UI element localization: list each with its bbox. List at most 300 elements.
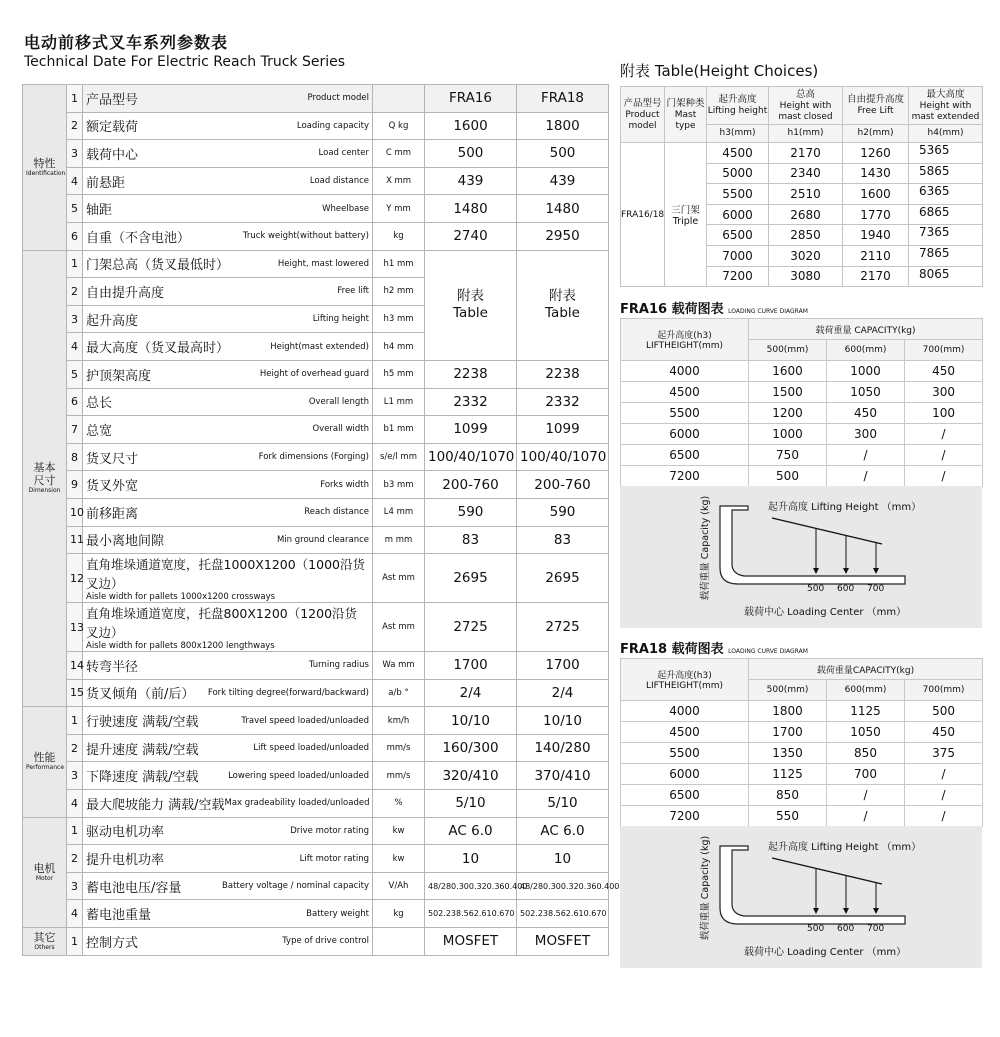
spec-row — [23, 222, 609, 250]
row-unit: % — [373, 790, 425, 818]
row-label — [83, 498, 373, 526]
value-fra18: AC 6.0 — [517, 817, 609, 845]
height-cell: 3080 — [769, 266, 843, 287]
load-row — [621, 466, 983, 487]
load-cell: / — [905, 445, 983, 466]
load-cell: 850 — [749, 785, 827, 806]
row-number: 3 — [67, 762, 83, 790]
value-fra16: 439 — [425, 167, 517, 195]
row-label — [83, 900, 373, 928]
group-label-cn: 性能 — [33, 751, 56, 765]
height-header-cell — [769, 87, 843, 125]
label-cn: 最大爬坡能力 满载/空载 — [86, 797, 225, 813]
height-cell: 2510 — [769, 184, 843, 205]
load-cell: 450 — [905, 361, 983, 382]
load-col-header: 700(mm) — [905, 340, 983, 361]
load-cell: 450 — [905, 722, 983, 743]
row-number: 14 — [67, 652, 83, 680]
header-cn: 自由提升高度 — [846, 94, 904, 105]
load-cell: 1700 — [749, 722, 827, 743]
row-number: 1 — [67, 250, 83, 278]
row-unit: s/e/l mm — [373, 443, 425, 471]
center-tick-label: 600 — [837, 584, 855, 594]
spec-row — [23, 140, 609, 168]
row-unit: Wa mm — [373, 652, 425, 680]
group-label-en: Others — [34, 943, 55, 951]
load-row — [621, 445, 983, 466]
label-cn: 护顶架高度 — [86, 368, 152, 384]
center-tick-label: 700 — [867, 924, 885, 934]
load-cell: 375 — [905, 743, 983, 764]
load-curve-line — [772, 518, 882, 544]
arrow-head-1 — [813, 908, 819, 914]
value-fra16: 2740 — [425, 222, 517, 250]
load-cell: 500 — [905, 701, 983, 722]
label-cn: 货叉尺寸 — [86, 451, 139, 467]
header-en: Lifting height — [707, 106, 768, 116]
label-en: Free lift — [337, 286, 369, 297]
height-cell: 1940 — [843, 225, 909, 246]
load-row — [621, 764, 983, 785]
value-fra18: 2/4 — [517, 679, 609, 707]
load-cell: 1050 — [827, 382, 905, 403]
height-cell: 6365 — [909, 184, 983, 205]
label-cn: 直角堆垛通道宽度，托盘1000X1200（1000沿货叉边） — [86, 557, 365, 592]
load-cell: 300 — [827, 424, 905, 445]
value-fra18: 2332 — [517, 388, 609, 416]
value-fra18: 439 — [517, 167, 609, 195]
row-number: 9 — [67, 471, 83, 499]
label-cn: 最大高度（货叉最高时） — [86, 341, 230, 357]
load-cell: 6500 — [621, 445, 749, 466]
load-cell: / — [905, 806, 983, 827]
label-cn: 蓄电池重量 — [86, 908, 152, 924]
group-others — [23, 928, 67, 956]
load-col-header: 500(mm) — [749, 680, 827, 701]
load-cell: 1600 — [749, 361, 827, 382]
height-cell: 6500 — [707, 225, 769, 246]
height-row — [621, 143, 983, 164]
row-unit: Q kg — [373, 112, 425, 140]
row-number: 4 — [67, 167, 83, 195]
load-cell: 6000 — [621, 764, 749, 785]
spec-row — [23, 250, 609, 278]
label-en: Travel speed loaded/unloaded — [241, 715, 369, 726]
value-fra16: MOSFET — [425, 928, 517, 956]
spec-row — [23, 845, 609, 873]
load-cell: / — [827, 466, 905, 487]
load-cell: 7200 — [621, 466, 749, 487]
mast-en: Triple — [672, 216, 699, 228]
value-fra16: 160/300 — [425, 734, 517, 762]
load-cell: 5500 — [621, 403, 749, 424]
height-cell: 1770 — [843, 204, 909, 225]
label-cn: 最小离地间隙 — [86, 534, 165, 550]
height-cell: 5500 — [707, 184, 769, 205]
row-number: 8 — [67, 443, 83, 471]
label-en: Load center — [318, 148, 369, 159]
row-label — [83, 762, 373, 790]
header-cn: 门架种类 — [666, 97, 705, 109]
load-cell: 1500 — [749, 382, 827, 403]
row-label — [83, 85, 373, 113]
row-label — [83, 734, 373, 762]
arrow-head-1 — [813, 568, 819, 574]
label-cn: 轴距 — [86, 203, 113, 219]
label-cn: 下降速度 满载/空载 — [86, 770, 199, 786]
header-cn: 最大高度 — [926, 88, 965, 100]
row-number: 3 — [67, 305, 83, 333]
center-tick-label: 500 — [807, 584, 825, 594]
load-cell: 1200 — [749, 403, 827, 424]
load-cell: 1000 — [749, 424, 827, 445]
label-cn: 自重（不含电池） — [86, 230, 191, 246]
row-label — [83, 360, 373, 388]
row-unit: kg — [373, 222, 425, 250]
fra16-title: FRA16 载荷图表 LOADING CURVE DIAGRAM — [620, 302, 808, 317]
lift-height-header — [621, 659, 749, 701]
value-fra18: 2950 — [517, 222, 609, 250]
label-cn: 总宽 — [86, 423, 113, 439]
label-cn: 载荷中心 — [86, 147, 139, 163]
value-fra16: 附表 Table — [425, 250, 517, 360]
row-unit: h4 mm — [373, 333, 425, 361]
spec-row — [23, 443, 609, 471]
label-en: Product model — [307, 93, 369, 104]
row-number: 4 — [67, 333, 83, 361]
value-fra16: 1480 — [425, 195, 517, 223]
group-dimension — [23, 250, 67, 707]
height-cell: 7200 — [707, 266, 769, 287]
row-label — [83, 388, 373, 416]
height-header-row — [621, 87, 983, 125]
label-cn: 转弯半径 — [86, 659, 139, 675]
row-label — [83, 554, 373, 603]
value-fra16: 1600 — [425, 112, 517, 140]
row-number: 6 — [67, 388, 83, 416]
center-tick-label: 600 — [837, 924, 855, 934]
center-tick-label: 500 — [807, 924, 825, 934]
load-cell: 6500 — [621, 785, 749, 806]
row-number: 3 — [67, 872, 83, 900]
header-cn: 总高 — [795, 88, 815, 100]
value-fra16: 100/40/1070 — [425, 443, 517, 471]
arrow-head-2 — [843, 568, 849, 574]
row-unit: Ast mm — [373, 603, 425, 652]
row-number: 1 — [67, 85, 83, 113]
height-choices-table — [620, 86, 983, 287]
height-cell: 2170 — [769, 143, 843, 164]
header-cn: 产品型号 — [623, 97, 662, 109]
row-label — [83, 679, 373, 707]
value-fra16: 10/10 — [425, 707, 517, 735]
value-fra18: 2725 — [517, 603, 609, 652]
value-fra18: 100/40/1070 — [517, 443, 609, 471]
spec-row — [23, 652, 609, 680]
value-fra18: 1800 — [517, 112, 609, 140]
load-col-header: 600(mm) — [827, 340, 905, 361]
spec-row — [23, 85, 609, 113]
group-label-en: Identification — [26, 169, 66, 177]
load-cell: 6000 — [621, 424, 749, 445]
value-fra16: 2238 — [425, 360, 517, 388]
row-number: 5 — [67, 195, 83, 223]
load-header-row — [621, 319, 983, 340]
row-unit: b1 mm — [373, 416, 425, 444]
label-en: Height, mast lowered — [277, 258, 369, 269]
row-number: 7 — [67, 416, 83, 444]
load-cell: / — [827, 785, 905, 806]
value-fra18: 83 — [517, 526, 609, 554]
row-number: 13 — [67, 603, 83, 652]
group-label-en: Motor — [35, 874, 54, 882]
row-unit: kw — [373, 845, 425, 873]
load-cell: 1350 — [749, 743, 827, 764]
group-label-en: Dimension — [28, 487, 61, 495]
row-unit: m mm — [373, 526, 425, 554]
group-label-cn: 基本 尺寸 — [33, 461, 56, 488]
height-choices-title: 附表 Table(Height Choices) — [620, 62, 819, 80]
header-cn: 起升高度 — [718, 94, 757, 105]
spec-row — [23, 498, 609, 526]
row-number: 1 — [67, 928, 83, 956]
row-unit: b3 mm — [373, 471, 425, 499]
label-cn: 前悬距 — [86, 175, 126, 191]
row-number: 4 — [67, 900, 83, 928]
height-cell: 3020 — [769, 245, 843, 266]
value-fra16: 2725 — [425, 603, 517, 652]
height-cell: 7000 — [707, 245, 769, 266]
row-label — [83, 305, 373, 333]
value-fra18: FRA18 — [517, 85, 609, 113]
load-cell: 850 — [827, 743, 905, 764]
row-label — [83, 167, 373, 195]
value-fra18: 502.238.562.610.670 — [517, 900, 609, 928]
label-en: Min ground clearance — [276, 534, 369, 545]
spec-row — [23, 195, 609, 223]
height-cell: 2850 — [769, 225, 843, 246]
row-unit: C mm — [373, 140, 425, 168]
height-cell: 1260 — [843, 143, 909, 164]
row-label — [83, 603, 373, 652]
row-label — [83, 872, 373, 900]
label-en: Fork tilting degree(forward/backward) — [207, 687, 369, 698]
height-header-cell — [909, 87, 983, 125]
load-cell: 700 — [827, 764, 905, 785]
row-unit: h3 mm — [373, 305, 425, 333]
row-number: 2 — [67, 112, 83, 140]
fra16-loading-table — [620, 318, 983, 487]
height-cell: 7365 — [909, 225, 983, 246]
load-row — [621, 424, 983, 445]
value-fra16: 5/10 — [425, 790, 517, 818]
load-cell: 1000 — [827, 361, 905, 382]
mast-type-cell — [665, 143, 707, 287]
row-number: 11 — [67, 526, 83, 554]
spec-row — [23, 388, 609, 416]
spec-row — [23, 790, 609, 818]
label-en: Fork dimensions (Forging) — [258, 452, 369, 463]
value-fra18: 2695 — [517, 554, 609, 603]
row-unit: L1 mm — [373, 388, 425, 416]
load-cell: 4000 — [621, 701, 749, 722]
value-fra18: 10 — [517, 845, 609, 873]
loading-center-label: 载荷中心 Loading Center （mm） — [744, 607, 907, 618]
label-cn: 产品型号 — [86, 92, 139, 108]
row-number: 2 — [67, 278, 83, 306]
height-cell: 1430 — [843, 163, 909, 184]
row-unit: mm/s — [373, 762, 425, 790]
label-en: Lowering speed loaded/unloaded — [228, 770, 369, 781]
lift-height-en: LIFTHEIGHT(mm) — [645, 681, 724, 691]
load-row — [621, 722, 983, 743]
row-unit: a/b ° — [373, 679, 425, 707]
row-label — [83, 707, 373, 735]
label-en: Max gradeability loaded/unloaded — [224, 798, 370, 809]
fra18-title: FRA18 载荷图表 LOADING CURVE DIAGRAM — [620, 642, 808, 657]
label-en: Loading capacity — [296, 120, 369, 131]
label-cn: 直角堆垛通道宽度，托盘800X1200（1200沿货叉边） — [86, 606, 358, 641]
arrow-head-2 — [843, 908, 849, 914]
load-cell: 550 — [749, 806, 827, 827]
row-label — [83, 790, 373, 818]
value-fra16: FRA16 — [425, 85, 517, 113]
row-label — [83, 140, 373, 168]
height-header-cell — [665, 87, 707, 143]
row-unit: L4 mm — [373, 498, 425, 526]
label-en: Lift speed loaded/unloaded — [253, 743, 369, 754]
value-fra18: 5/10 — [517, 790, 609, 818]
row-unit: V/Ah — [373, 872, 425, 900]
value-fra18: 10/10 — [517, 707, 609, 735]
spec-row — [23, 471, 609, 499]
row-label — [83, 845, 373, 873]
lift-height-label: 起升高度 Lifting Height （mm） — [768, 502, 922, 513]
spec-row — [23, 928, 609, 956]
row-number: 15 — [67, 679, 83, 707]
header-en: Free Lift — [857, 106, 894, 116]
label-cn: 前移距离 — [86, 506, 139, 522]
height-cell: 5865 — [909, 163, 983, 184]
value-fra16: 2332 — [425, 388, 517, 416]
row-label — [83, 652, 373, 680]
row-number: 1 — [67, 707, 83, 735]
loading-center-label: 载荷中心 Loading Center （mm） — [744, 947, 907, 958]
group-label-cn: 特性 — [33, 156, 56, 170]
label-en: Truck weight(without battery) — [242, 231, 369, 242]
header-en: Product model — [625, 109, 660, 131]
capacity-header: 载荷重量CAPACITY(kg) — [749, 659, 983, 680]
value-fra18: 590 — [517, 498, 609, 526]
value-fra16: 10 — [425, 845, 517, 873]
value-fra16: 502.238.562.610.670 — [425, 900, 517, 928]
label-cn: 提升速度 满载/空载 — [86, 742, 199, 758]
value-fra18: 1099 — [517, 416, 609, 444]
load-col-header: 500(mm) — [749, 340, 827, 361]
row-unit: h5 mm — [373, 360, 425, 388]
label-en: Forks width — [320, 479, 369, 490]
row-number: 3 — [67, 140, 83, 168]
label-cn: 驱动电机功率 — [86, 825, 165, 841]
spec-row — [23, 872, 609, 900]
label-en: Overall length — [308, 396, 369, 407]
lift-height-label: 起升高度 Lifting Height （mm） — [768, 842, 922, 853]
page-title-cn: 电动前移式叉车系列参数表 — [24, 33, 229, 52]
height-cell: 6865 — [909, 204, 983, 225]
value-fra18: 1480 — [517, 195, 609, 223]
label-cn: 货叉倾角（前/后） — [86, 687, 195, 703]
row-unit: km/h — [373, 707, 425, 735]
height-cell: 8065 — [909, 266, 983, 287]
height-cell: 2680 — [769, 204, 843, 225]
row-label — [83, 222, 373, 250]
height-cell: 5365 — [909, 143, 983, 164]
height-cell: 4500 — [707, 143, 769, 164]
lift-height-en: LIFTHEIGHT(mm) — [645, 341, 724, 351]
group-label-cn: 其它 — [33, 930, 56, 944]
row-number: 12 — [67, 554, 83, 603]
value-fra18: 370/410 — [517, 762, 609, 790]
label-en: Height(mast extended) — [270, 341, 369, 352]
load-cell: 7200 — [621, 806, 749, 827]
load-col-header: 700(mm) — [905, 680, 983, 701]
load-cell: 1125 — [749, 764, 827, 785]
row-label — [83, 817, 373, 845]
load-curve-line — [772, 858, 882, 884]
height-cell: 6000 — [707, 204, 769, 225]
label-en: Turning radius — [308, 660, 369, 671]
label-cn: 行驶速度 满载/空载 — [86, 715, 199, 731]
load-cell: 1800 — [749, 701, 827, 722]
value-fra18: MOSFET — [517, 928, 609, 956]
height-cell: 7865 — [909, 245, 983, 266]
height-header-cell — [843, 87, 909, 125]
load-row — [621, 382, 983, 403]
label-cn: 蓄电池电压/容量 — [86, 880, 182, 896]
row-unit: h2 mm — [373, 278, 425, 306]
load-header-row — [621, 659, 983, 680]
spec-row — [23, 679, 609, 707]
row-unit: kw — [373, 817, 425, 845]
load-cell: / — [827, 806, 905, 827]
label-cn: 门架总高（货叉最低时） — [86, 258, 230, 274]
fra16-loading-diagram — [620, 486, 982, 628]
label-en: Overall width — [312, 424, 369, 435]
spec-row — [23, 360, 609, 388]
row-label — [83, 416, 373, 444]
row-label — [83, 195, 373, 223]
load-row — [621, 701, 983, 722]
row-label — [83, 278, 373, 306]
row-label — [83, 112, 373, 140]
value-fra16: 48/280.300.320.360.400 — [425, 872, 517, 900]
height-cell: 5000 — [707, 163, 769, 184]
value-fra18: 1700 — [517, 652, 609, 680]
spec-row — [23, 554, 609, 603]
label-en: Lifting height — [312, 314, 369, 325]
load-cell: 1125 — [827, 701, 905, 722]
row-number: 2 — [67, 734, 83, 762]
load-row — [621, 806, 983, 827]
value-fra18: 140/280 — [517, 734, 609, 762]
load-cell: 100 — [905, 403, 983, 424]
row-unit: kg — [373, 900, 425, 928]
label-en: Wheelbase — [322, 203, 369, 214]
capacity-label: 载荷重量 Capacity (kg) — [700, 495, 711, 601]
label-en: Aisle width for pallets 800x1200 lengthways — [86, 641, 275, 652]
row-unit — [373, 85, 425, 113]
load-cell: / — [905, 466, 983, 487]
